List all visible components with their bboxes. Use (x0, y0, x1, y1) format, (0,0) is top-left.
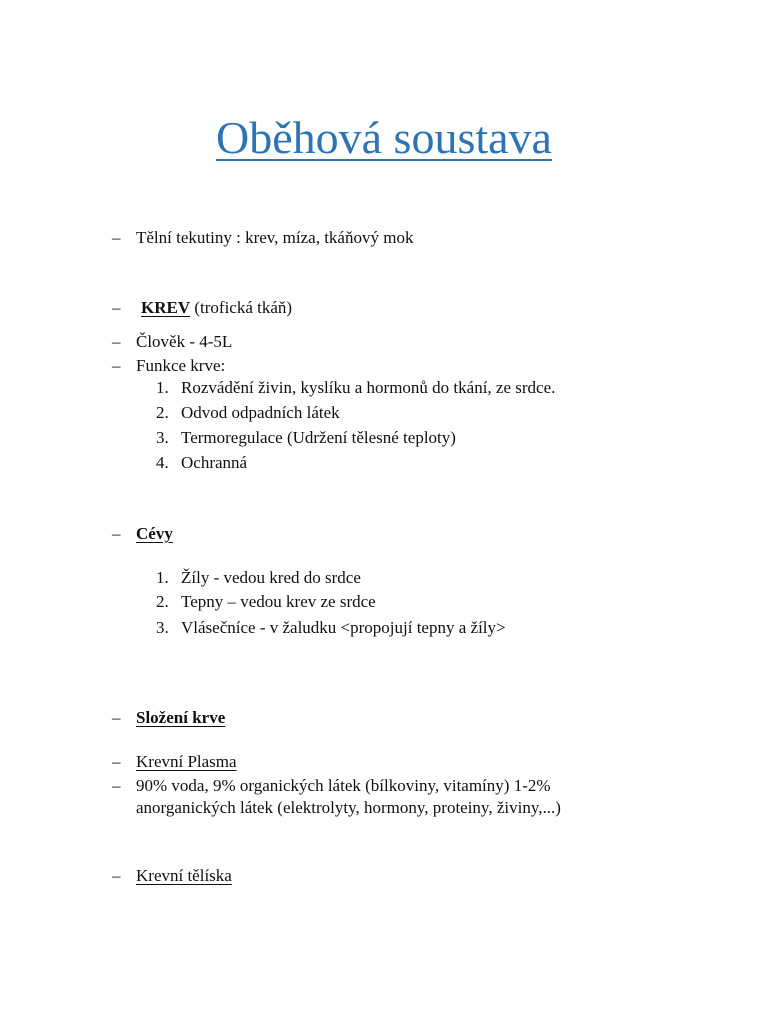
list-number: 4. (156, 453, 169, 472)
list-item: Termoregulace (Udržení tělesné teploty) (181, 428, 456, 447)
krev-heading (141, 297, 292, 319)
list-number: 2. (156, 403, 169, 422)
page-title (0, 108, 768, 168)
list-number: 3. (156, 428, 169, 447)
bullet-dash: – (112, 332, 121, 351)
bullet-dash: – (112, 356, 121, 375)
bullet-dash: – (112, 524, 121, 543)
list-item: Žíly - vedou kred do srdce (181, 568, 361, 587)
funkce-text: Funkce krve: (136, 356, 226, 375)
bullet-dash: – (112, 298, 121, 317)
plasma-desc-line2: anorganických látek (elektrolyty, hormony, proteiny, živiny,...) (136, 798, 561, 817)
list-item: Ochranná (181, 453, 248, 472)
page-title-text: Oběhová soustava (216, 112, 552, 163)
slozeni-heading: Složení krve (136, 708, 226, 727)
list-number: 3. (156, 618, 169, 637)
plasma-desc-line1: 90% voda, 9% organických látek (bílkoviny, vitamíny) 1-2% (136, 776, 551, 795)
cevy-heading: Cévy (136, 524, 173, 543)
bullet-dash: – (112, 776, 121, 795)
list-item: Odvod odpadních látek (181, 403, 340, 422)
list-item: Tepny – vedou krev ze srdce (181, 592, 376, 611)
body-fluids-text: Tělní tekutiny : krev, míza, tkáňový mok (136, 228, 414, 247)
bullet-dash: – (112, 708, 121, 727)
clovek-text: Člověk - 4-5L (136, 332, 233, 351)
bullet-dash: – (112, 752, 121, 771)
krev-rest: (trofická tkáň) (190, 298, 293, 317)
list-item: Vlásečníce - v žaludku <propojují tepny a žíly> (181, 618, 506, 637)
krev-label: KREV (141, 298, 191, 317)
list-item: Rozvádění živin, kyslíku a hormonů do tkání, ze srdce. (181, 378, 556, 397)
list-number: 1. (156, 568, 169, 587)
plasma-heading: Krevní Plasma (136, 752, 237, 771)
telska-heading: Krevní tělíska (136, 866, 232, 885)
list-number: 2. (156, 592, 169, 611)
bullet-dash: – (112, 228, 121, 247)
bullet-dash: – (112, 866, 121, 885)
list-number: 1. (156, 378, 169, 397)
